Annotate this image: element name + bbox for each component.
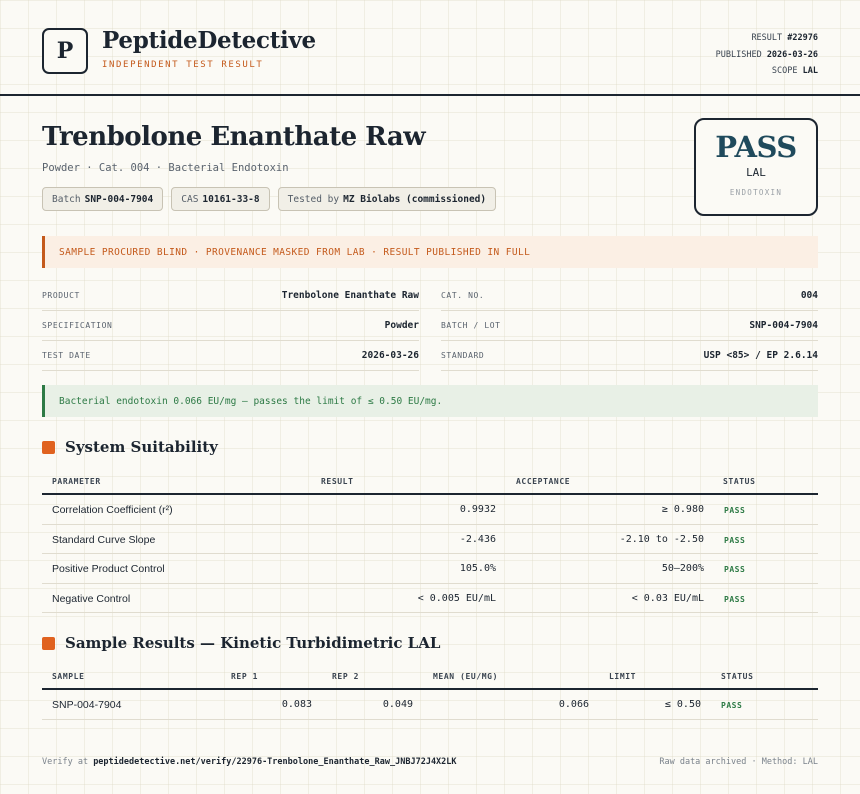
meta-result-value: #22976 xyxy=(787,33,818,43)
col-header: MEAN (EU/MG) xyxy=(433,672,498,681)
col-header: PARAMETER xyxy=(52,477,101,486)
meta-published xyxy=(716,47,818,64)
meta-published-value: 2026-03-26 xyxy=(766,49,818,60)
product-subtitle: Powder · Cat. 004 · Bacterial Endotoxin xyxy=(42,162,289,174)
section-marker-icon xyxy=(42,441,55,454)
verdict-main: PASS xyxy=(715,130,797,164)
info-batch-lot xyxy=(441,311,818,341)
cell-acceptance: ≥ 0.980 xyxy=(661,504,704,515)
cell-parameter: Standard Curve Slope xyxy=(52,533,156,546)
cell-acceptance: 50–200% xyxy=(661,563,704,574)
info-label: SPECIFICATION xyxy=(42,321,113,330)
table-row xyxy=(42,525,818,555)
verdict-method: LAL xyxy=(746,166,766,179)
verify-link[interactable]: peptidedetective.net/verify/22976-Trenbolone_Enanthate_Raw_JNBJ72J4X2LK xyxy=(93,757,457,767)
col-header: RESULT xyxy=(321,477,354,486)
col-header: REP 1 xyxy=(231,672,259,681)
info-value: Trenbolone Enanthate Raw xyxy=(281,290,419,301)
brand-logo: P xyxy=(42,28,88,74)
samples-heading xyxy=(42,634,440,652)
status-badge: PASS xyxy=(724,565,746,574)
status-badge: PASS xyxy=(724,535,746,545)
info-value: 004 xyxy=(800,290,818,301)
samples-table xyxy=(42,662,818,720)
status-badge: PASS xyxy=(724,506,746,515)
info-value: 2026-03-26 xyxy=(361,350,419,361)
chip-label: Tested by xyxy=(287,193,340,205)
info-label: STANDARD xyxy=(441,351,485,360)
cell-parameter: Correlation Coefficient (r²) xyxy=(52,504,173,516)
info-specification xyxy=(42,311,419,341)
section-title: Sample Results — Kinetic Turbidimetric LAL xyxy=(65,634,441,652)
suitability-table xyxy=(42,467,818,613)
verdict-stamp xyxy=(694,118,818,216)
cell-acceptance: -2.10 to -2.50 xyxy=(619,533,704,545)
verify-footer xyxy=(42,757,457,767)
col-header: STATUS xyxy=(721,672,754,681)
chip-value: SNP-004-7904 xyxy=(84,193,154,205)
table-row xyxy=(42,690,818,720)
cell-rep1: 0.083 xyxy=(281,699,312,710)
status-badge: PASS xyxy=(724,594,746,604)
status-badge: PASS xyxy=(721,701,743,710)
product-title: Trenbolone Enanthate Raw xyxy=(42,122,426,152)
cell-result: 105.0% xyxy=(459,563,496,574)
info-value: Powder xyxy=(384,320,419,331)
report-meta xyxy=(716,30,818,80)
cell-acceptance: < 0.03 EU/mL xyxy=(631,592,704,604)
info-label: TEST DATE xyxy=(42,351,91,360)
info-label: CAT. NO. xyxy=(441,291,485,300)
cell-sample: SNP-004-7904 xyxy=(52,699,122,711)
info-label: BATCH / LOT xyxy=(441,321,501,330)
result-summary: Bacterial endotoxin 0.066 EU/mg — passes the limit of ≤ 0.50 EU/mg. xyxy=(42,385,818,417)
info-label: PRODUCT xyxy=(42,291,80,300)
suitability-heading xyxy=(42,438,218,456)
blind-notice: SAMPLE PROCURED BLIND · PROVENANCE MASKED FROM LAB · RESULT PUBLISHED IN FULL xyxy=(42,236,818,268)
col-header: STATUS xyxy=(723,477,756,486)
col-header: SAMPLE xyxy=(52,672,85,681)
meta-scope-value: LAL xyxy=(802,66,818,76)
meta-published-label: PUBLISHED xyxy=(715,49,762,60)
info-test-date xyxy=(42,341,419,371)
meta-scope xyxy=(716,63,818,80)
table-row xyxy=(42,554,818,584)
meta-result xyxy=(716,30,818,47)
cell-result: -2.436 xyxy=(459,533,496,545)
batch-chip xyxy=(42,187,163,211)
info-cat-no xyxy=(441,281,818,311)
chip-value: 10161-33-8 xyxy=(202,193,260,205)
meta-result-label: RESULT xyxy=(751,33,783,43)
cell-result: 0.9932 xyxy=(459,504,496,515)
archive-note: Raw data archived · Method: LAL xyxy=(659,757,818,767)
chip-label: Batch xyxy=(52,193,81,205)
table-header xyxy=(42,467,818,495)
cell-result: < 0.005 EU/mL xyxy=(417,592,496,604)
section-marker-icon xyxy=(42,637,55,650)
chip-value: MZ Biolabs (commissioned) xyxy=(343,193,487,205)
info-value: SNP-004-7904 xyxy=(749,320,818,331)
verify-prefix: Verify at xyxy=(42,757,89,767)
col-header: LIMIT xyxy=(609,672,637,681)
report-header xyxy=(0,0,860,96)
chip-row xyxy=(42,187,496,211)
table-row xyxy=(42,495,818,525)
chip-label: CAS xyxy=(181,193,199,205)
table-row xyxy=(42,584,818,614)
cell-parameter: Positive Product Control xyxy=(52,563,165,575)
info-value: USP <85> / EP 2.6.14 xyxy=(703,350,818,361)
section-title: System Suitability xyxy=(65,438,218,456)
table-header xyxy=(42,662,818,690)
cell-limit: ≤ 0.50 xyxy=(664,699,701,710)
cell-rep2: 0.049 xyxy=(382,699,413,710)
col-header: ACCEPTANCE xyxy=(516,477,571,486)
cell-parameter: Negative Control xyxy=(52,592,131,605)
verdict-category: ENDOTOXIN xyxy=(729,188,783,197)
info-standard xyxy=(441,341,818,371)
brand-tagline: INDEPENDENT TEST RESULT xyxy=(102,60,264,70)
brand-name: PeptideDetective xyxy=(102,27,316,54)
col-header: REP 2 xyxy=(332,672,360,681)
cas-chip xyxy=(171,187,269,211)
info-product xyxy=(42,281,419,311)
meta-scope-label: SCOPE xyxy=(771,66,798,76)
cell-mean: 0.066 xyxy=(558,699,589,710)
tested-by-chip xyxy=(278,187,496,211)
